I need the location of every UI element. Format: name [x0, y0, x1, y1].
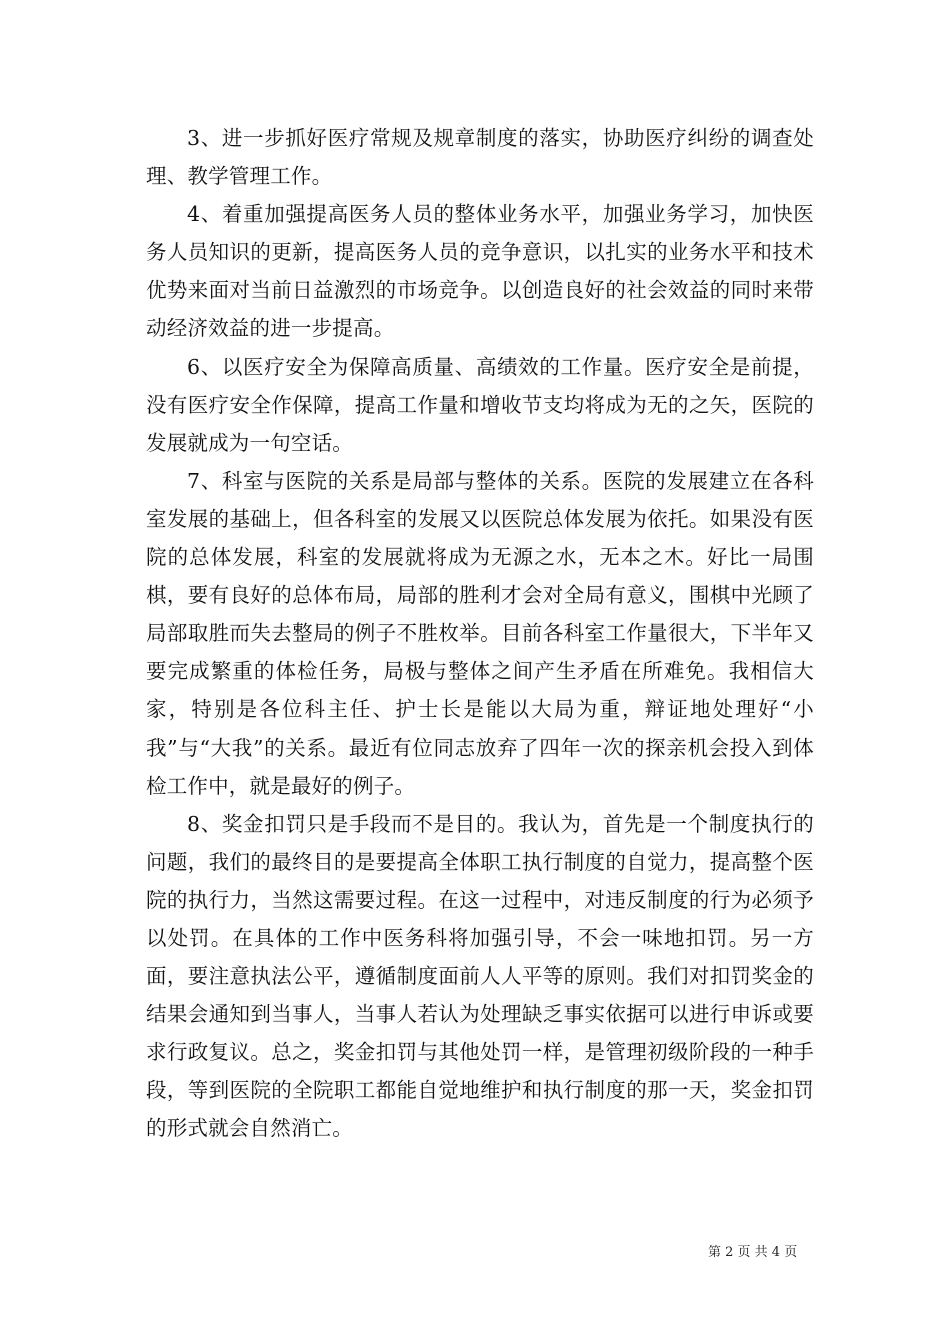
paragraph-item-6: 6、以医疗安全为保障高质量、高绩效的工作量。医疗安全是前提，没有医疗安全作保障，提高工作量和增收节支均将成为无的之矢，医院的发展就成为一句空话。: [146, 354, 814, 455]
paragraph-item-8: 8、奖金扣罚只是手段而不是目的。我认为，首先是一个制度执行的问题，我们的最终目的是要提高全体职工执行制度的自觉力，提高整个医院的执行力，当然这需要过程。在这一过程中，对违反制度的行为必须予以处罚。在具体的工作中医务科将加强引导，不会一味地扣罚。另一方面，要注意执法公平，遵循制度面前人人平等的原则。我们对扣罚奖金的结果会通知到当事人，当事人若认为处理缺乏事实依据可以进行申诉或要求行政复议。总之，奖金扣罚与其他处罚一样，是管理初级阶段的一种手段，等到医院的全院职工都能自觉地维护和执行制度的那一天，奖金扣罚的形式就会自然消亡。: [146, 811, 814, 1141]
paragraph-item-7: 7、科室与医院的关系是局部与整体的关系。医院的发展建立在各科室发展的基础上，但各科室的发展又以医院总体发展为依托。如果没有医院的总体发展，科室的发展就将成为无源之水，无本之木。好比一局围棋，要有良好的总体布局，局部的胜利才会对全局有意义，围棋中光顾了局部取胜而失去整局的例子不胜枚举。目前各科室工作量很大，下半年又要完成繁重的体检任务，局极与整体之间产生矛盾在所难免。我相信大家，特别是各位科主任、护士长是能以大局为重，辩证地处理好“小我”与“大我”的关系。最近有位同志放弃了四年一次的探亲机会投入到体检工作中，就是最好的例子。: [146, 468, 814, 798]
paragraph-item-3: 3、进一步抓好医疗常规及规章制度的落实，协助医疗纠纷的调查处理、教学管理工作。: [146, 126, 814, 189]
paragraph-item-4: 4、着重加强提高医务人员的整体业务水平，加强业务学习，加快医务人员知识的更新，提高医务人员的竞争意识，以扎实的业务水平和技术优势来面对当前日益激烈的市场竞争。以创造良好的社会效益的同时来带动经济效益的进一步提高。: [146, 202, 814, 341]
page-number-footer: 第 2 页 共 4 页: [708, 1245, 798, 1260]
document-body: [146, 119, 814, 1148]
